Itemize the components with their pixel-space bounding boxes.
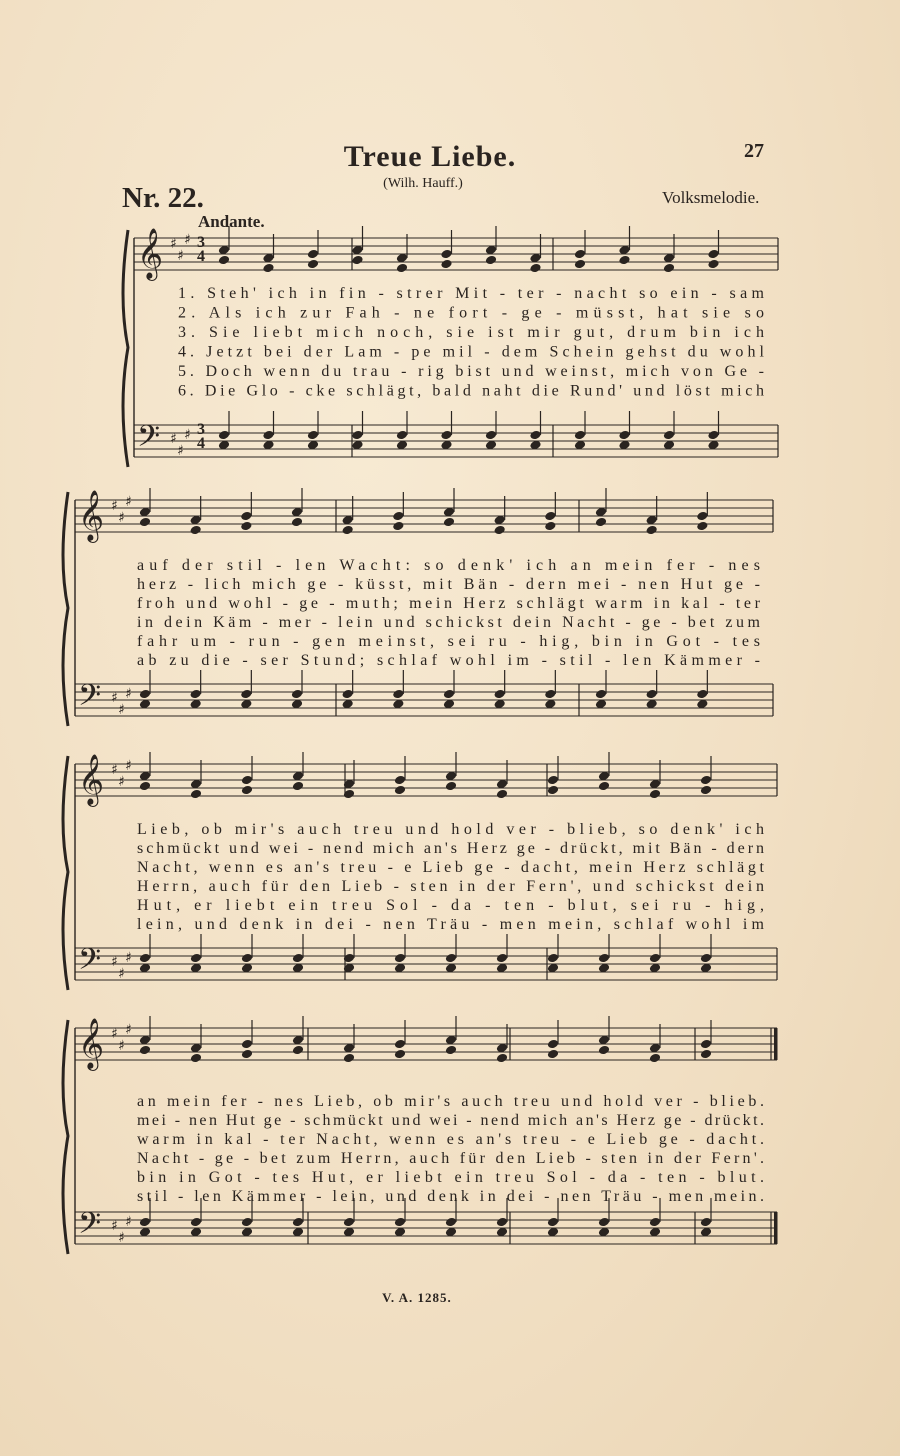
note-head xyxy=(700,1039,712,1050)
note-head xyxy=(139,689,151,700)
note-head xyxy=(700,785,712,796)
note-head xyxy=(139,1045,151,1056)
publisher-code: V. A. 1285. xyxy=(382,1290,452,1305)
note-head xyxy=(700,1217,712,1228)
note-head xyxy=(394,1049,406,1060)
note-head xyxy=(241,1049,253,1060)
sharp-icon: ♯ xyxy=(118,702,125,718)
sharp-icon: ♯ xyxy=(184,232,191,248)
note-head xyxy=(139,781,151,792)
lyric-line: herz - lich mich ge - küsst, mit Bän - dern mei - nen Hut ge - xyxy=(137,576,761,593)
note-head xyxy=(443,517,455,528)
sharp-icon: ♯ xyxy=(125,686,132,702)
note-head xyxy=(394,785,406,796)
note-head xyxy=(547,775,559,786)
note-head xyxy=(440,249,452,260)
note-head xyxy=(241,953,253,964)
note-head xyxy=(700,775,712,786)
sharp-icon: ♯ xyxy=(177,248,184,264)
note-head xyxy=(241,1039,253,1050)
lyric-line: mei - nen Hut ge - schmückt und wei - nend mich an's Herz ge - drückt. xyxy=(137,1112,764,1129)
note-head xyxy=(707,249,719,260)
note-head xyxy=(618,255,630,266)
lyric-line: an mein fer - nes Lieb, ob mir's auch treu und hold ver - blieb. xyxy=(137,1093,765,1110)
note-head xyxy=(396,430,408,441)
bass-clef-icon: 𝄢 xyxy=(78,943,102,984)
melody-source: Volksmelodie. xyxy=(662,188,760,207)
note-head xyxy=(307,259,319,270)
note-head xyxy=(547,1049,559,1060)
time-signature: 4 xyxy=(197,248,205,265)
sharp-icon: ♯ xyxy=(125,950,132,966)
note-head xyxy=(496,789,508,800)
note-head xyxy=(351,255,363,266)
note-head xyxy=(598,1045,610,1056)
note-head xyxy=(307,249,319,260)
note-head xyxy=(485,255,497,266)
note-head xyxy=(649,953,661,964)
note-head xyxy=(139,953,151,964)
note-head xyxy=(645,525,657,536)
note-head xyxy=(544,521,556,532)
sharp-icon: ♯ xyxy=(184,427,191,443)
note-head xyxy=(574,249,586,260)
note-head xyxy=(445,781,457,792)
note-head xyxy=(544,689,556,700)
treble-clef-icon: 𝄞 xyxy=(78,1018,105,1069)
note-head xyxy=(696,511,708,522)
system-brace xyxy=(63,756,68,990)
note-head xyxy=(496,1217,508,1228)
note-head xyxy=(440,430,452,441)
note-head xyxy=(341,689,353,700)
note-head xyxy=(544,511,556,522)
note-head xyxy=(598,781,610,792)
final-barline xyxy=(774,1028,778,1060)
note-head xyxy=(707,430,719,441)
song-title: Treue Liebe. xyxy=(343,140,517,173)
note-head xyxy=(241,775,253,786)
sharp-icon: ♯ xyxy=(118,966,125,982)
note-head xyxy=(241,785,253,796)
note-head xyxy=(663,430,675,441)
note-head xyxy=(262,430,274,441)
note-head xyxy=(529,263,541,274)
note-head xyxy=(292,781,304,792)
note-head xyxy=(547,1039,559,1050)
note-head xyxy=(663,263,675,274)
note-head xyxy=(343,1053,355,1064)
system-brace xyxy=(123,230,128,467)
sharp-icon: ♯ xyxy=(111,762,118,778)
tempo-marking: Andante. xyxy=(198,212,265,231)
note-head xyxy=(392,521,404,532)
lyric-line: 4. Jetzt bei der Lam - pe mil - dem Schein gehst du wohl xyxy=(178,343,764,361)
system-brace xyxy=(63,1020,68,1254)
lyric-line: schmückt und wei - nend mich an's Herz ge - drückt, mit Bän - dern xyxy=(137,840,765,857)
note-head xyxy=(595,517,607,528)
lyric-line: Nacht - ge - bet zum Herrn, auch für den Lieb - sten in der Fern'. xyxy=(137,1150,765,1167)
sharp-icon: ♯ xyxy=(111,690,118,706)
note-head xyxy=(598,1217,610,1228)
note-head xyxy=(189,525,201,536)
sharp-icon: ♯ xyxy=(170,236,177,252)
note-head xyxy=(218,255,230,266)
note-head xyxy=(341,525,353,536)
note-head xyxy=(189,689,201,700)
lyric-line: fahr um - run - gen meinst, sei ru - hig, bin in Got - tes xyxy=(137,633,761,650)
lyric-line: lein, und denk in dei - nen Träu - men mein, schlaf wohl im xyxy=(137,916,764,933)
note-head xyxy=(696,521,708,532)
note-head xyxy=(292,1045,304,1056)
note-head xyxy=(443,689,455,700)
note-head xyxy=(618,430,630,441)
note-head xyxy=(595,689,607,700)
lyric-line: stil - len Kämmer - lein, und denk in dei - nen Träu - men mein. xyxy=(137,1188,765,1205)
note-head xyxy=(696,689,708,700)
note-head xyxy=(307,430,319,441)
lyric-line: Lieb, ob mir's auch treu und hold ver - blieb, so denk' ich xyxy=(137,821,765,838)
note-head xyxy=(218,430,230,441)
sharp-icon: ♯ xyxy=(111,954,118,970)
lyric-line: 6. Die Glo - cke schlägt, bald naht die Rund' und löst mich xyxy=(178,382,764,400)
sharp-icon: ♯ xyxy=(118,774,125,790)
note-head xyxy=(574,430,586,441)
lyric-line: warm in kal - ter Nacht, wenn es an's treu - e Lieb ge - dacht. xyxy=(137,1131,764,1148)
sharp-icon: ♯ xyxy=(111,1026,118,1042)
final-barline xyxy=(774,1212,778,1244)
note-head xyxy=(529,430,541,441)
note-head xyxy=(445,1045,457,1056)
note-head xyxy=(445,953,457,964)
sharp-icon: ♯ xyxy=(125,1022,132,1038)
page-number: 27 xyxy=(744,140,764,162)
note-head xyxy=(394,775,406,786)
note-head xyxy=(262,263,274,274)
bass-clef-icon: 𝄢 xyxy=(137,420,161,461)
note-head xyxy=(485,430,497,441)
note-head xyxy=(343,1217,355,1228)
note-head xyxy=(190,789,202,800)
note-head xyxy=(190,1217,202,1228)
note-head xyxy=(139,517,151,528)
lyric-line: bin in Got - tes Hut, er liebt ein treu Sol - da - ten - blut. xyxy=(137,1169,765,1186)
note-head xyxy=(547,1217,559,1228)
treble-clef-icon: 𝄞 xyxy=(137,228,164,279)
song-number: Nr. 22. xyxy=(122,182,204,214)
note-head xyxy=(190,953,202,964)
lyric-line: in dein Käm - mer - lein und schickst dein Nacht - ge - bet zum xyxy=(137,614,761,631)
note-head xyxy=(240,521,252,532)
note-head xyxy=(493,525,505,536)
note-head xyxy=(392,511,404,522)
sharp-icon: ♯ xyxy=(111,498,118,514)
time-signature: 3 xyxy=(197,234,205,251)
note-head xyxy=(394,953,406,964)
note-head xyxy=(547,785,559,796)
note-head xyxy=(700,1049,712,1060)
sharp-icon: ♯ xyxy=(177,443,184,459)
sharp-icon: ♯ xyxy=(125,1214,132,1230)
time-signature: 3 xyxy=(197,421,205,438)
note-head xyxy=(190,1053,202,1064)
note-head xyxy=(394,1217,406,1228)
sharp-icon: ♯ xyxy=(118,510,125,526)
lyricist-credit: (Wilh. Hauff.) xyxy=(383,176,463,191)
system-brace xyxy=(63,492,68,726)
lyric-line: 2. Als ich zur Fah - ne fort - ge - müsst, hat sie so xyxy=(178,304,765,322)
note-head xyxy=(240,511,252,522)
sharp-icon: ♯ xyxy=(111,1218,118,1234)
note-head xyxy=(291,689,303,700)
note-head xyxy=(240,689,252,700)
sharp-icon: ♯ xyxy=(118,1038,125,1054)
note-head xyxy=(496,1053,508,1064)
lyric-line: Nacht, wenn es an's treu - e Lieb ge - dacht, mein Herz schlägt xyxy=(137,859,765,876)
lyric-line: auf der stil - len Wacht: so denk' ich an mein fer - nes xyxy=(137,557,761,574)
note-head xyxy=(707,259,719,270)
note-head xyxy=(574,259,586,270)
lyric-line: froh und wohl - ge - muth; mein Herz schlägt warm in kal - ter xyxy=(137,595,761,612)
lyric-line: 3. Sie liebt mich noch, sie ist mir gut, drum bin ich xyxy=(178,324,765,341)
treble-clef-icon: 𝄞 xyxy=(78,754,105,805)
lyric-line: ab zu die - ser Stund; schlaf wohl im - stil - len Kämmer - xyxy=(137,652,760,669)
note-head xyxy=(649,789,661,800)
note-head xyxy=(496,953,508,964)
treble-clef-icon: 𝄞 xyxy=(78,490,105,541)
lyric-line: Hut, er liebt ein treu Sol - da - ten - blut, sei ru - hig, xyxy=(137,897,764,914)
note-head xyxy=(241,1217,253,1228)
bass-clef-icon: 𝄢 xyxy=(78,679,102,720)
note-head xyxy=(351,430,363,441)
bass-clef-icon: 𝄢 xyxy=(78,1207,102,1248)
time-signature: 4 xyxy=(197,435,205,452)
note-head xyxy=(394,1039,406,1050)
note-head xyxy=(547,953,559,964)
note-head xyxy=(292,1217,304,1228)
lyric-line: 5. Doch wenn du trau - rig bist und weinst, mich von Ge - xyxy=(178,363,764,380)
sharp-icon: ♯ xyxy=(170,431,177,447)
note-head xyxy=(645,689,657,700)
note-head xyxy=(598,953,610,964)
note-head xyxy=(291,517,303,528)
sharp-icon: ♯ xyxy=(125,758,132,774)
note-head xyxy=(493,689,505,700)
note-head xyxy=(292,953,304,964)
sharp-icon: ♯ xyxy=(118,1230,125,1246)
note-head xyxy=(139,1217,151,1228)
lyric-line: 1. Steh' ich in fin - strer Mit - ter - nacht so ein - sam xyxy=(178,285,764,302)
note-head xyxy=(649,1053,661,1064)
sharp-icon: ♯ xyxy=(125,494,132,510)
note-head xyxy=(649,1217,661,1228)
note-head xyxy=(440,259,452,270)
note-head xyxy=(396,263,408,274)
lyric-line: Herrn, auch für den Lieb - sten in der Fern', und schickst dein xyxy=(137,878,764,895)
note-head xyxy=(392,689,404,700)
note-head xyxy=(445,1217,457,1228)
note-head xyxy=(700,953,712,964)
